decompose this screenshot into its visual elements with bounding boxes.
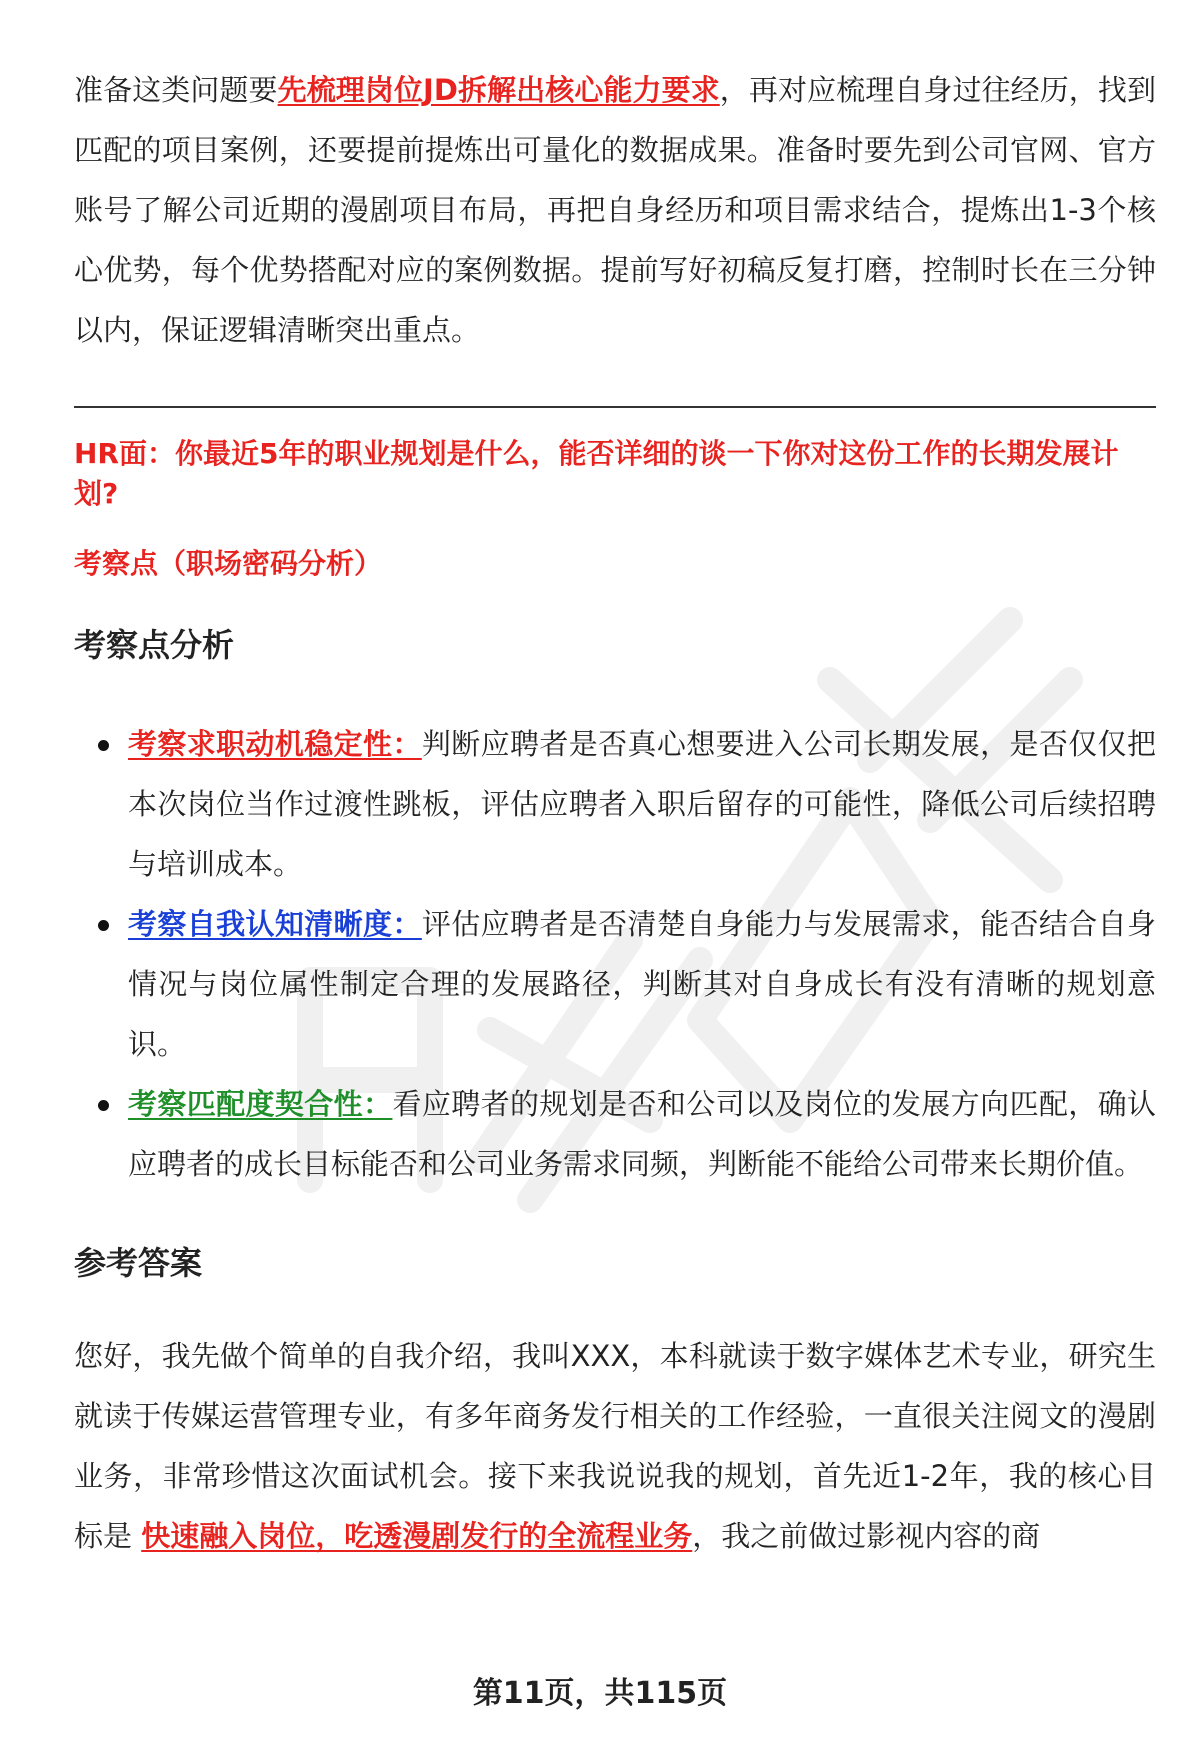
document-page [74, 60, 1156, 1566]
intro-paragraph [74, 60, 1156, 360]
bullet-text: 判断应聘者是否真心想要进入公司长期发展，是否仅仅把本次岗位当作过渡性跳板，评估应聘者入职后留存的可能性，降低公司后续招聘与培训成本。 [128, 727, 1156, 881]
bullet-icon [98, 1100, 109, 1111]
bullet-text: 评估应聘者是否清楚自身能力与发展需求，能否结合自身情况与岗位属性制定合理的发展路径，判断其对自身成长有没有清晰的规划意识。 [128, 907, 1156, 1061]
answer-suffix: ，我之前做过影视内容的商 [692, 1519, 1041, 1553]
answer-paragraph [74, 1326, 1156, 1566]
answer-heading: 参考答案 [74, 1244, 203, 1282]
section-divider [74, 406, 1156, 408]
answer-prefix: 您好，我先做个简单的自我介绍，我叫XXX，本科就读于数字媒体艺术专业，研究生就读于传媒运营管理专业，有多年商务发行相关的工作经验，一直很关注阅文的漫剧业务，非常珍惜这次面试机会。接下来我说说我的规划，首先近1-2年，我的核心目标是 [74, 1339, 1156, 1553]
list-item [74, 714, 1156, 894]
bullet-title: 考察自我认知清晰度： [128, 907, 422, 941]
intro-suffix: ，再对应梳理自身过往经历，找到匹配的项目案例，还要提前提炼出可量化的数据成果。准备时要先到公司官网、官方账号了解公司近期的漫剧项目布局，再把自身经历和项目需求结合，提炼出1-3个核心优势，每个优势搭配对应的案例数据。提前写好初稿反复打磨，控制时长在三分钟以内，保证逻辑清晰突出重点。 [74, 73, 1156, 347]
page-number: 第11页，共115页 [472, 1676, 728, 1711]
interview-question: HR面：你最近5年的职业规划是什么，能否详细的谈一下你对这份工作的长期发展计划? [74, 437, 1119, 510]
answer-highlight: 快速融入岗位，吃透漫剧发行的全流程业务 [141, 1519, 693, 1553]
intro-highlight: 先梳理岗位JD拆解出核心能力要求 [277, 73, 720, 107]
bullet-text: 看应聘者的规划是否和公司以及岗位的发展方向匹配，确认应聘者的成长目标能否和公司业务需求同频，判断能不能给公司带来长期价值。 [128, 1087, 1156, 1181]
list-item [74, 1074, 1156, 1194]
intro-prefix: 准备这类问题要 [74, 73, 278, 107]
bullet-title: 考察匹配度契合性： [128, 1087, 393, 1121]
assessment-subheading: 考察点（职场密码分析） [74, 547, 383, 580]
list-item [74, 894, 1156, 1074]
bullet-title: 考察求职动机稳定性： [128, 727, 422, 761]
analysis-heading: 考察点分析 [74, 626, 235, 664]
analysis-list [74, 714, 1156, 1194]
bullet-icon [98, 920, 109, 931]
bullet-icon [98, 740, 109, 751]
